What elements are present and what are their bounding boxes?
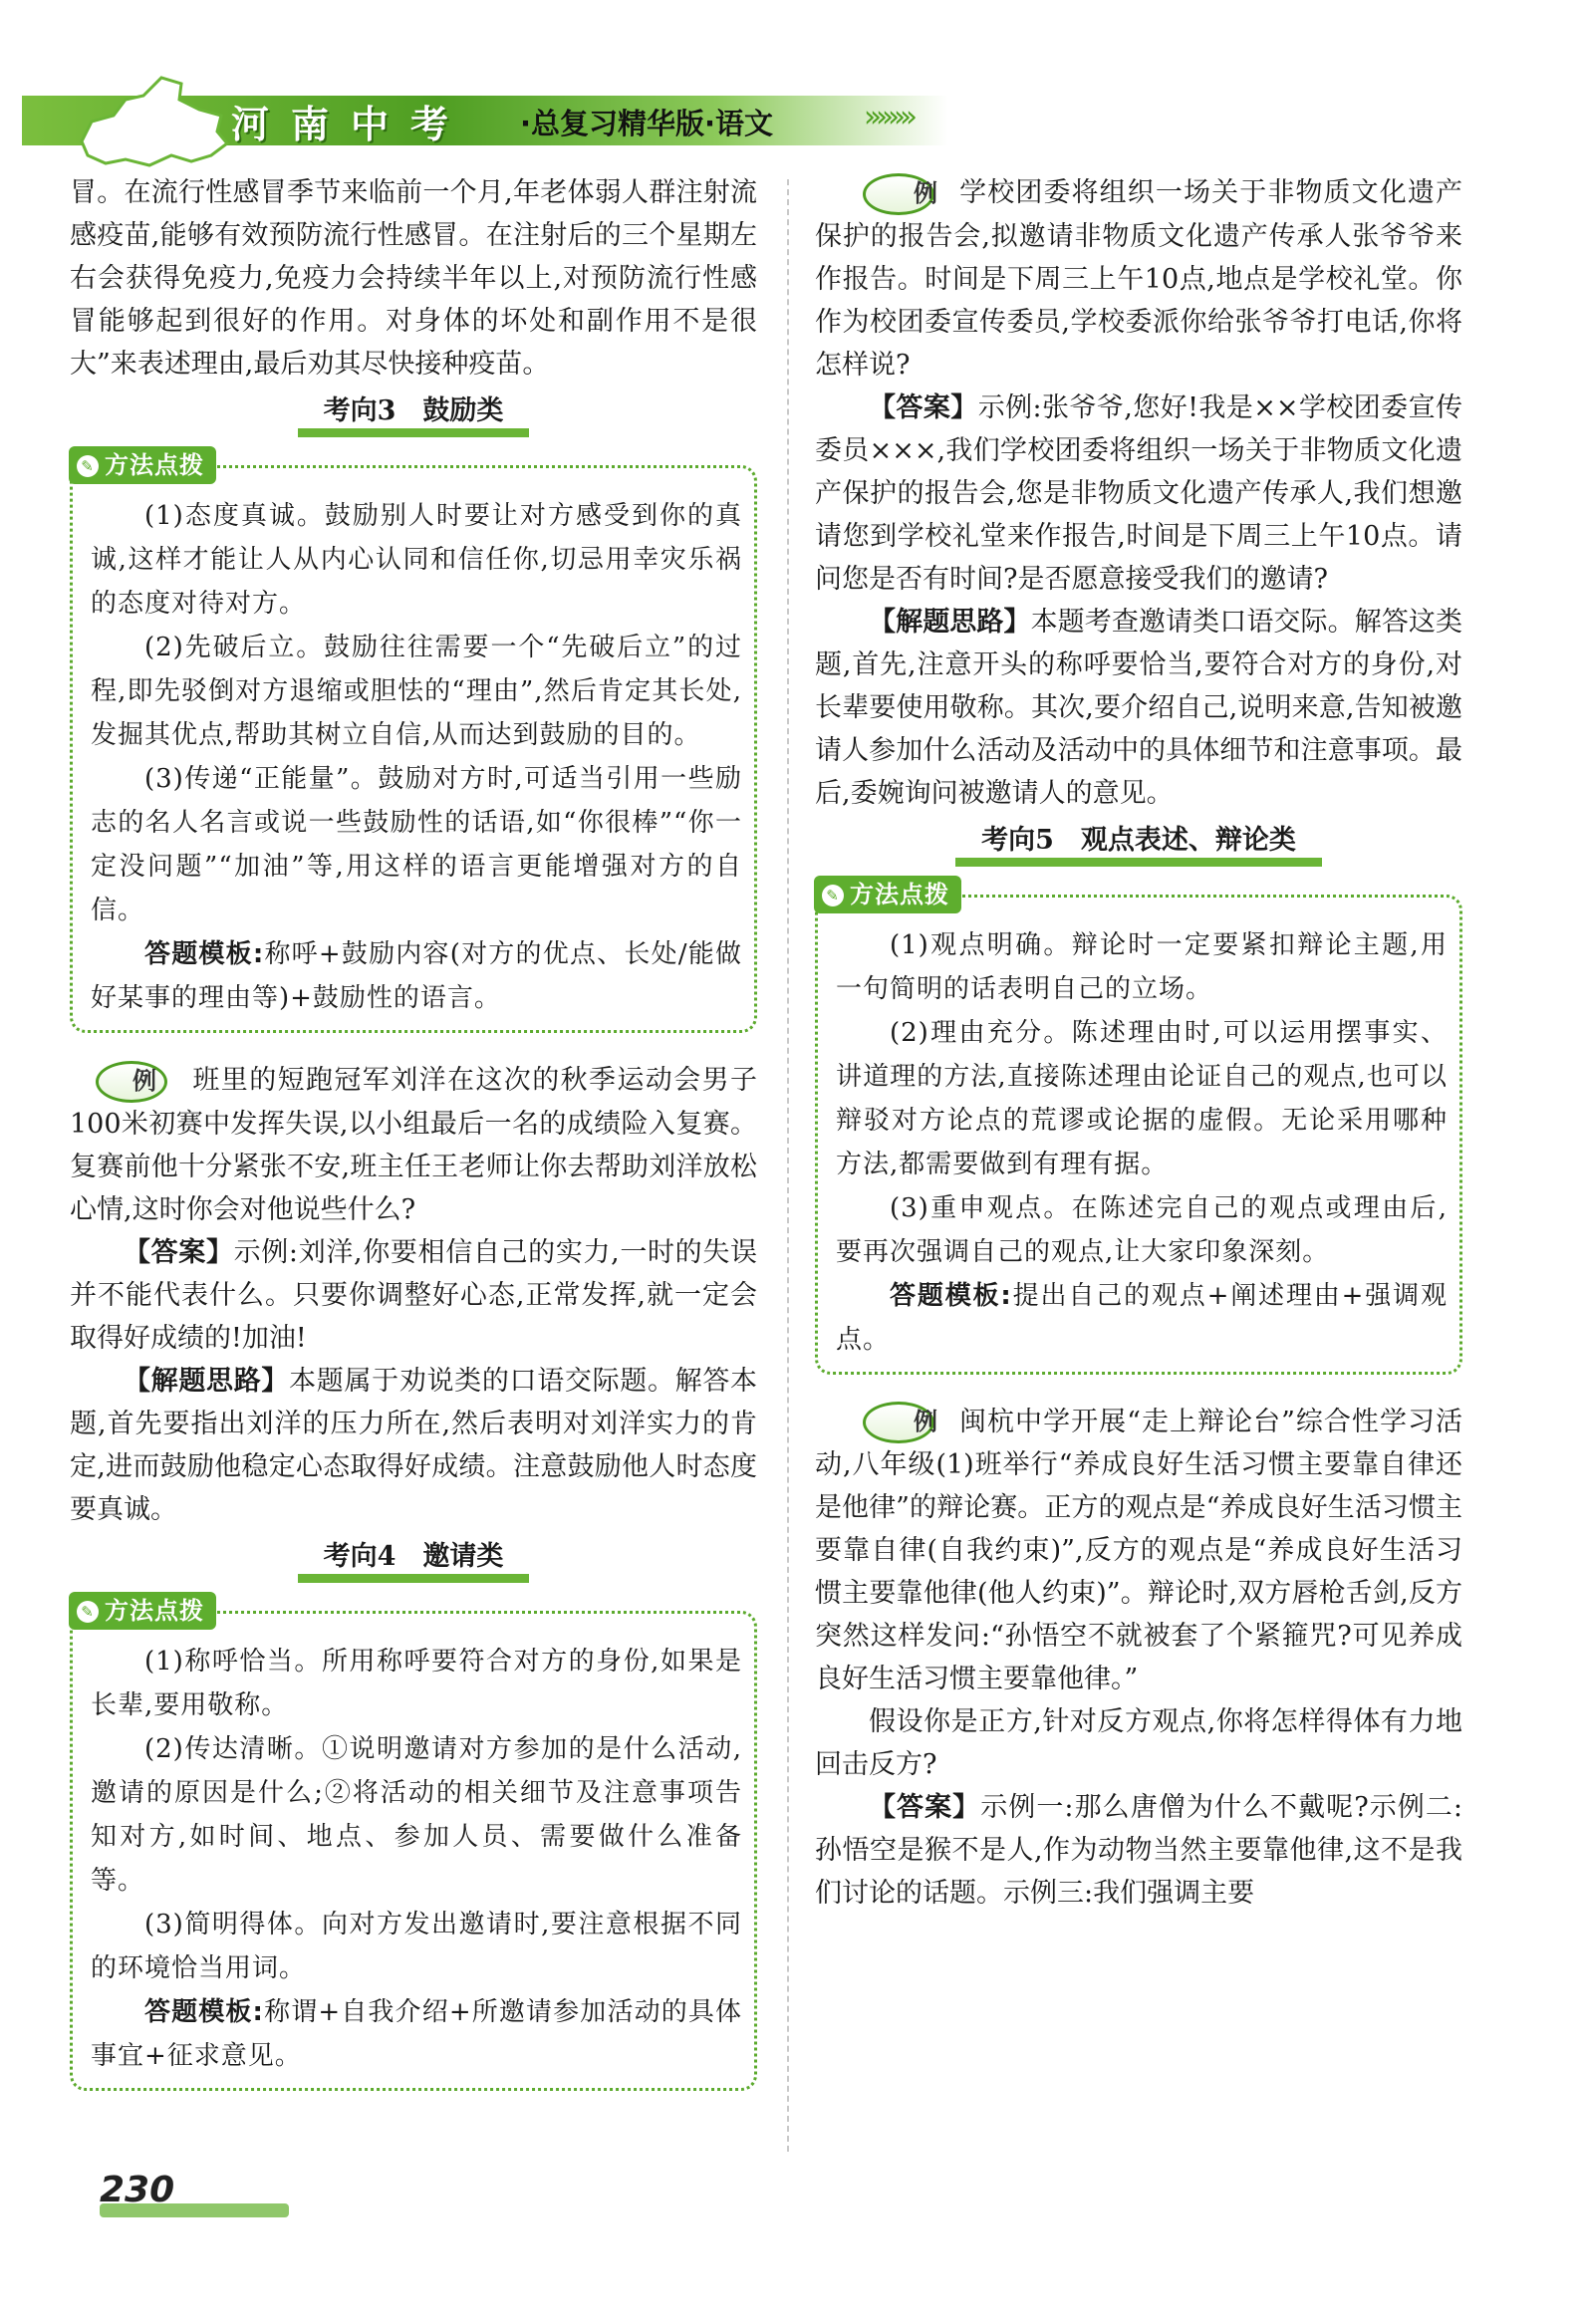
example-badge: 例 [863,173,934,215]
pen-icon: ✎ [822,885,844,906]
method-point: (2)传达清晰。①说明邀请对方参加的是什么活动,邀请的原因是什么;②将活动的相关细节及注意事项告知对方,如时间、地点、参加人员、需要做什么准备等。 [91,1733,742,1896]
example-question: 例 学校团委将组织一场关于非物质文化遗产保护的报告会,拟邀请非物质文化遗产传承人张爷爷来作报告。时间是下周三上午10点,地点是学校礼堂。你作为校团委宣传委员,学校委派你给张爷爷打电话,你将怎样说? [815,171,1462,387]
section-heading-5: 考向5 观点表述、辩论类 [815,819,1462,867]
header-title: 河南中考 [231,103,471,146]
solution-thought: 【解题思路】本题考查邀请类口语交际。解答这类题,首先,注意开头的称呼要恰当,要符合对方的身份,对长辈要使用敬称。其次,要介绍自己,说明来意,告知被邀请人参加什么活动及活动中的具体细节和注意事项。最后,委婉询问被邀请人的意见。 [815,606,1463,809]
answer: 【答案】示例一:那么唐僧为什么不戴呢?示例二:孙悟空是猴不是人,作为动物当然主要靠他律,这不是我们讨论的话题。示例三:我们强调主要 [815,1792,1463,1909]
intro-paragraph: 冒。在流行性感冒季节来临前一个月,年老体弱人群注射流感疫苗,能够有效预防流行性感冒。在注射后的三个星期左右会获得免疫力,免疫力会持续半年以上,对预防流行性感冒能够起到很好的作用。对身体的坏处和副作用不是很大”来表述理由,最后劝其尽快接种疫苗。 [70,177,757,380]
section-heading-3: 考向3 鼓励类 [70,389,757,437]
method-point: (1)观点明确。辩论时一定要紧扣辩论主题,用一句简明的话表明自己的立场。 [836,929,1448,1004]
page-number: 230 [100,2170,175,2210]
answer-template: 答题模板:称呼+鼓励内容(对方的优点、长处/能做好某事的理由等)+鼓励性的语言。 [91,939,742,1013]
answer: 【答案】示例:刘洋,你要相信自己的实力,一时的失误并不能代表什么。只要你调整好心态,正常发挥,就一定会取得好成绩的!加油! [70,1236,757,1354]
column-divider [787,179,789,2152]
example-question: 例 闽杭中学开展“走上辩论台”综合性学习活动,八年级(1)班举行“养成良好生活习惯主要靠自律还是他律”的辩论赛。正方的观点是“养成良好生活习惯主要靠自律(自我约束)”,反方的观点是“养成良好生活习惯主要靠他律(他人约束)”。辩论时,双方唇枪舌剑,反方突然这样发问:“孙悟空不就被套了个紧箍咒?可见养成良好生活习惯主要靠他律。” [815,1401,1462,1701]
method-tag: ✎ 方法点拨 [69,1592,216,1630]
header-subtitle: ·总复习精华版·语文 [520,107,774,140]
method-point: (3)传递“正能量”。鼓励对方时,可适当引用一些励志的名人名言或说一些鼓励性的话语,如“你很棒”“你一定没问题”“加油”等,用这样的语言更能增强对方的自信。 [91,764,742,925]
right-column [815,171,1462,1915]
method-tag: ✎ 方法点拨 [69,446,216,484]
method-point: (3)简明得体。向对方发出邀请时,要注意根据不同的环境恰当用词。 [91,1909,742,1983]
example-task: 假设你是正方,针对反方观点,你将怎样得体有力地回击反方? [815,1706,1462,1780]
method-point: (1)态度真诚。鼓励别人时要让对方感受到你的真诚,这样才能让人从内心认同和信任你,切忌用幸灾乐祸的态度对待对方。 [91,501,742,619]
header-chevrons: ›››››››› [864,100,912,134]
method-tag: ✎ 方法点拨 [814,876,961,913]
method-point: (1)称呼恰当。所用称呼要符合对方的身份,如果是长辈,要用敬称。 [91,1646,742,1720]
henan-map-icon [22,70,251,169]
answer-template: 答题模板:提出自己的观点+阐述理由+强调观点。 [836,1280,1448,1355]
method-box-encourage [70,451,757,1033]
section-heading-4: 考向4 邀请类 [70,1535,757,1583]
example-question: 例 班里的短跑冠军刘洋在这次的秋季运动会男子100米初赛中发挥失误,以小组最后一名的成绩险入复赛。复赛前他十分紧张不安,班主任王老师让你去帮助刘洋放松心情,这时你会对他说些什么? [70,1059,757,1231]
answer-template: 答题模板:称谓+自我介绍+所邀请参加活动的具体事宜+征求意见。 [91,1996,742,2071]
example-badge: 例 [863,1402,934,1443]
pen-icon: ✎ [77,455,99,477]
method-box-invite [70,1596,757,2091]
method-point: (3)重申观点。在陈述完自己的观点或理由后,要再次强调自己的观点,让大家印象深刻。 [836,1192,1448,1267]
left-column [70,171,757,2117]
solution-thought: 【解题思路】本题属于劝说类的口语交际题。解答本题,首先要指出刘洋的压力所在,然后表明对刘洋实力的肯定,进而鼓励他稳定心态取得好成绩。注意鼓励他人时态度要真诚。 [70,1365,758,1525]
page-header [22,70,1566,155]
answer: 【答案】示例:张爷爷,您好!我是××学校团委宣传委员×××,我们学校团委将组织一场关于非物质文化遗产保护的报告会,您是非物质文化遗产传承人,我们想邀请您到学校礼堂来作报告,时间是下周三上午10点。请问您是否有时间?是否愿意接受我们的邀请? [815,391,1463,595]
method-point: (2)理由充分。陈述理由时,可以运用摆事实、讲道理的方法,直接陈述理由论证自己的观点,也可以辩驳对方论点的荒谬或论据的虚假。无论采用哪种方法,都需要做到有理有据。 [836,1017,1448,1179]
method-box-debate [815,880,1462,1375]
method-point: (2)先破后立。鼓励往往需要一个“先破后立”的过程,即先驳倒对方退缩或胆怯的“理由”,然后肯定其长处,发掘其优点,帮助其树立自信,从而达到鼓励的目的。 [91,633,742,750]
example-badge: 例 [96,1061,167,1103]
pen-icon: ✎ [77,1601,99,1623]
